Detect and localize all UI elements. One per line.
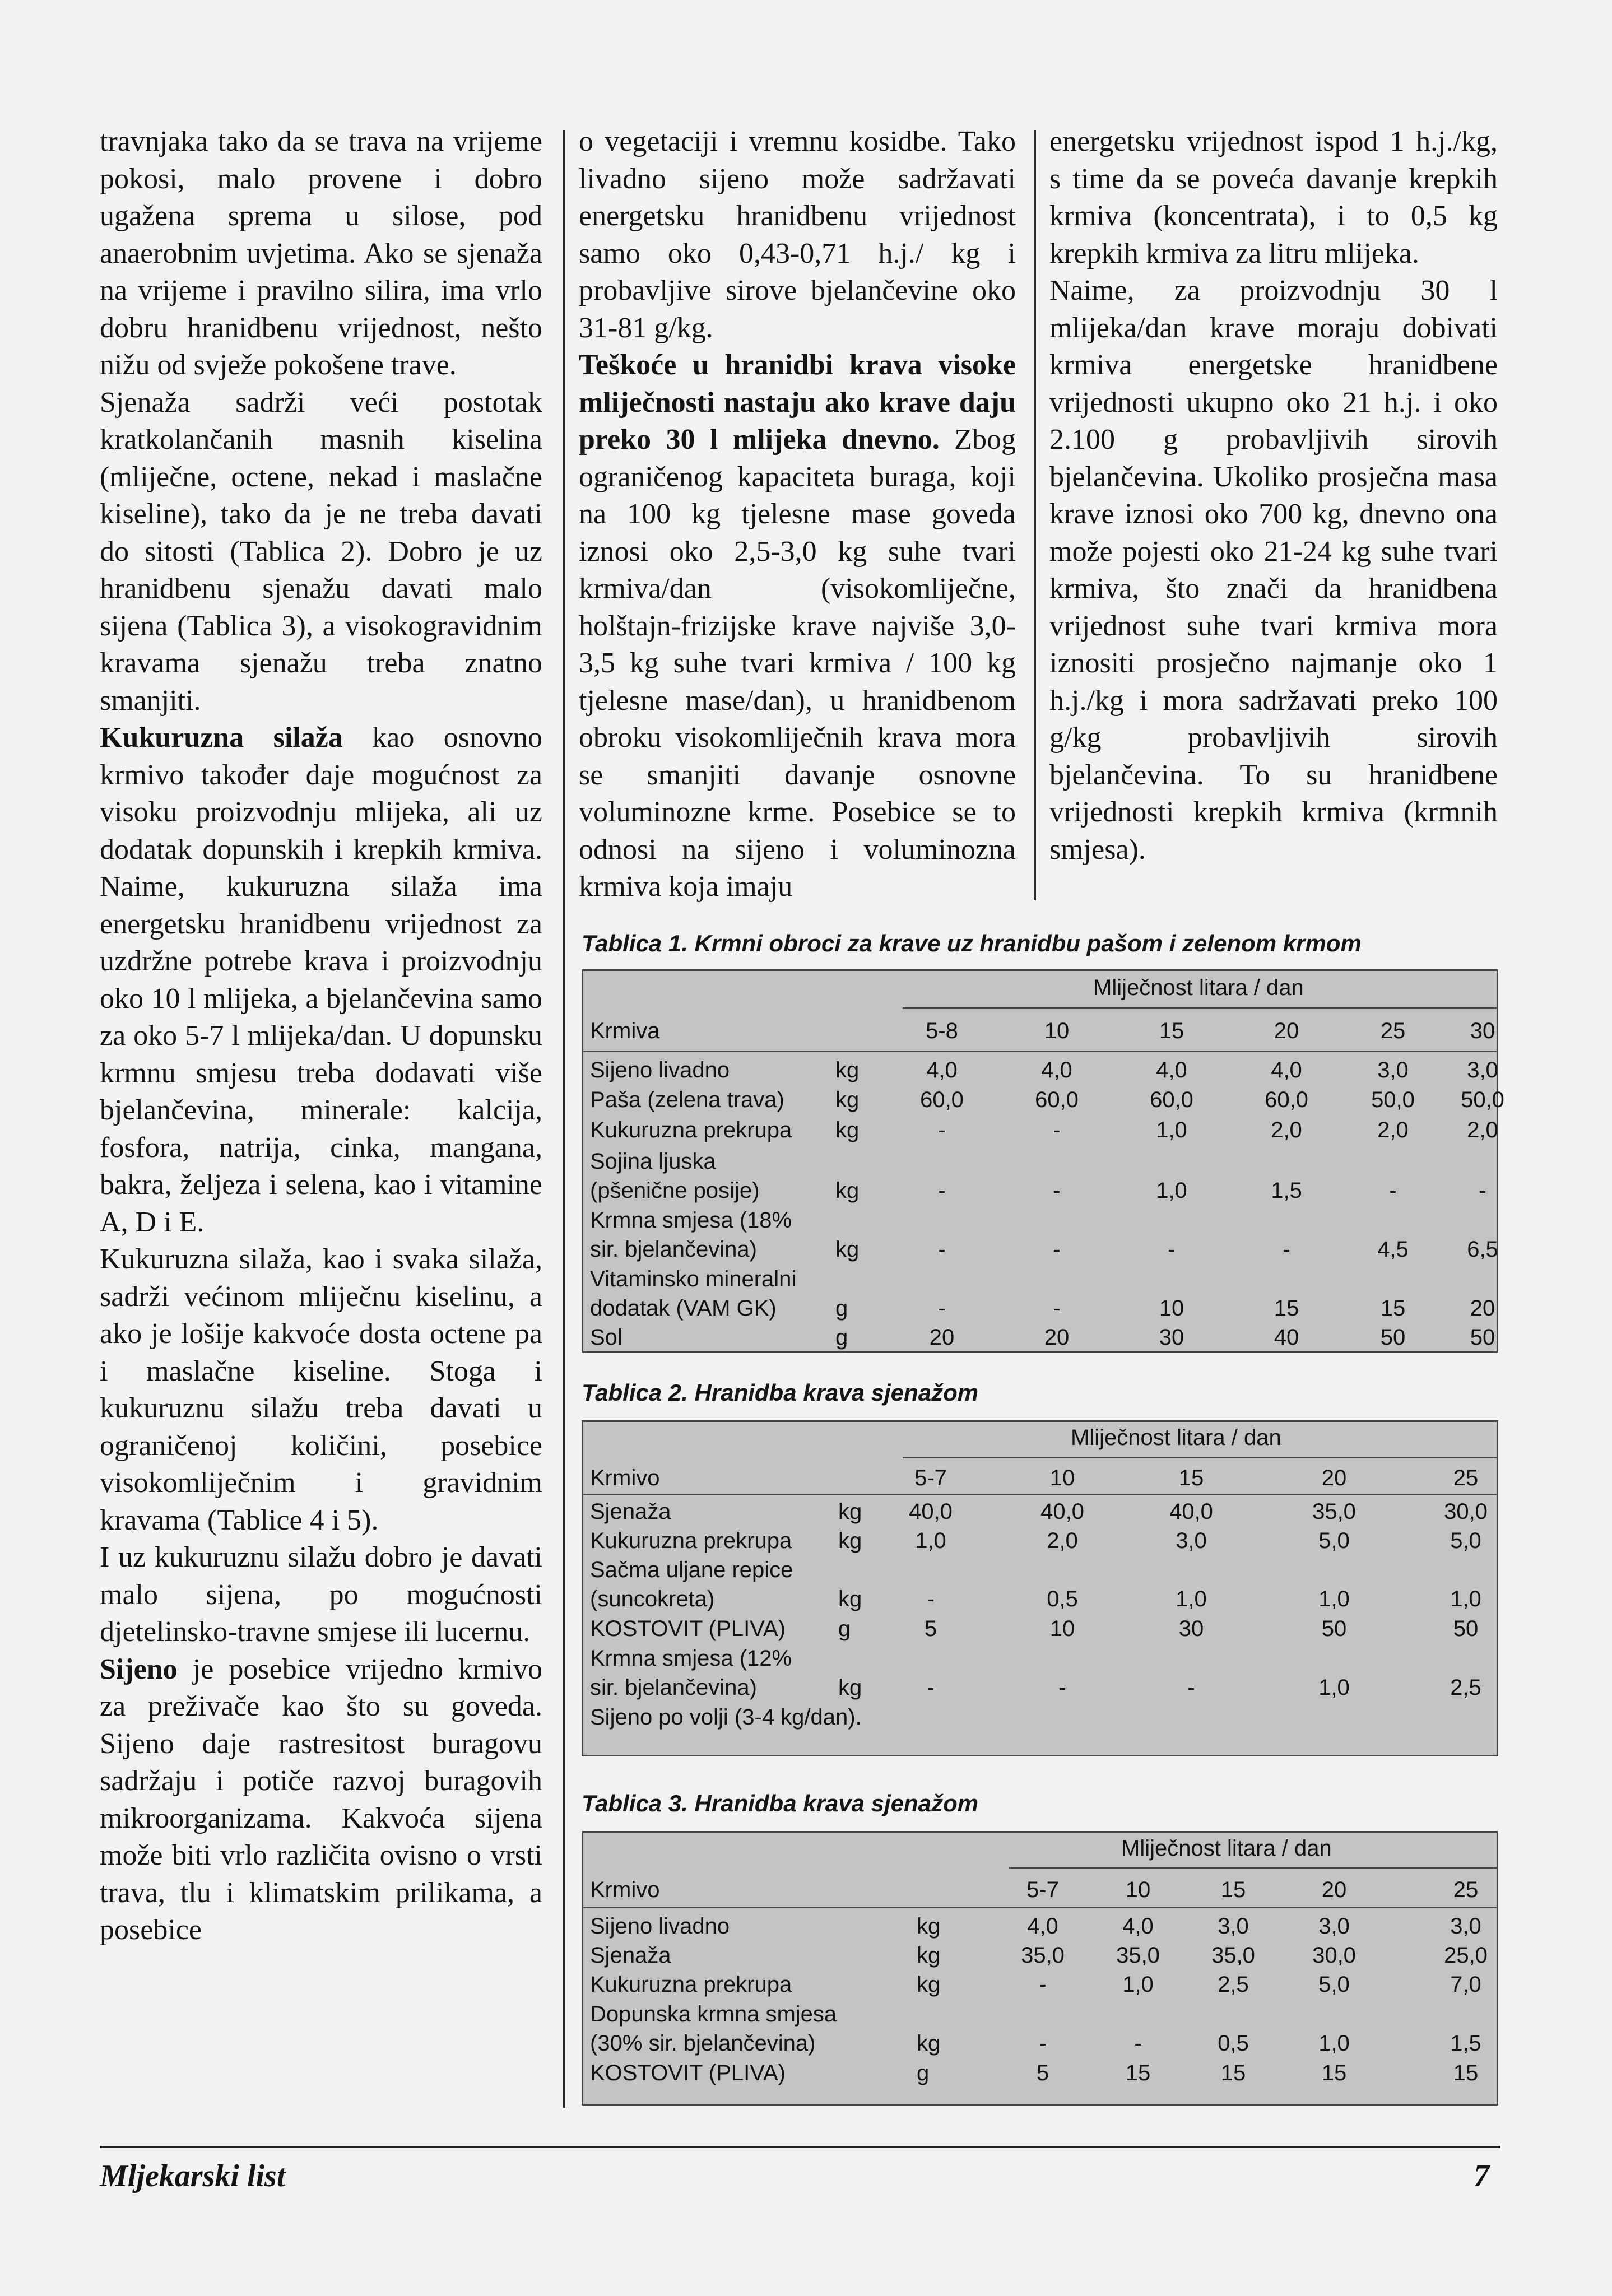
- paragraph-text: kao osnovno krmivo također daje mogućnost za visoku proizvodnju mlijeka, ali uz dodatak dopunskih i krepkih krmiva. Naime, kukuruzna silaža ima energetsku hranidbenu vrijednost za uzdržne potrebe krava i proizvodnju oko 10 l mlijeka, a bjelančevina samo za oko 5-7 l mlijeka/dan. U dopunsku krmnu smjesu treba dodavati više bjelančevina, minerale: kalcija, fosfora, natrija, cinka, mangana, bakra, željeza i selena, kao i vitamine A, D i E.: [100, 722, 542, 1238]
- table-row-label: Krmna smjesa (18%: [590, 1208, 792, 1233]
- paragraph: [579, 123, 1016, 347]
- table-row-label: Sijeno po volji (3-4 kg/dan).: [590, 1705, 862, 1730]
- table-cell: 40,0: [1040, 1499, 1084, 1524]
- body-rule: [583, 1907, 1497, 1908]
- table-cell: 60,0: [920, 1087, 964, 1112]
- table-cell: 5: [924, 1616, 937, 1641]
- data-table: [582, 969, 1504, 1353]
- table-cell: -: [1053, 1118, 1061, 1142]
- table-header-cell: 30: [1470, 1019, 1495, 1043]
- table-cell: 4,0: [1156, 1058, 1187, 1082]
- table-cell: 50: [1470, 1325, 1495, 1350]
- table-cell: -: [938, 1296, 946, 1321]
- table-cell: 4,0: [926, 1058, 958, 1082]
- table-cell: 2,0: [1271, 1118, 1302, 1142]
- table-cell: 15: [1321, 2061, 1347, 2085]
- paragraph: [100, 384, 542, 720]
- table-header-cell: 15: [1178, 1466, 1204, 1490]
- table-header-cell: 15: [1220, 1877, 1246, 1902]
- data-table: [582, 1831, 1498, 2106]
- table-cell: 1,5: [1450, 2031, 1481, 2056]
- table-cell: 35,0: [1021, 1943, 1065, 1968]
- table-unit: kg: [838, 1499, 862, 1524]
- table-cell: 60,0: [1150, 1087, 1193, 1112]
- paragraph: [100, 719, 542, 1241]
- table-cell: -: [1389, 1178, 1397, 1203]
- table-unit: kg: [835, 1178, 860, 1203]
- table-cell: 5,0: [1450, 1528, 1481, 1553]
- table-cell: -: [927, 1587, 935, 1611]
- table-row-label: Paša (zelena trava): [590, 1087, 784, 1112]
- table-unit: kg: [917, 2031, 941, 2056]
- table-cell: 30: [1178, 1616, 1204, 1641]
- table-cell: 1,0: [1156, 1118, 1187, 1142]
- table-row-label: Kukuruzna prekrupa: [590, 1528, 792, 1553]
- page-number: 7: [1474, 2159, 1489, 2193]
- table-cell: 50,0: [1461, 1087, 1504, 1112]
- data-table: [582, 1420, 1498, 1756]
- paragraph-text: I uz kukuruznu silažu dobro je davati malo sijena, po mogućnosti djetelinsko-travne smjese ili lucernu.: [100, 1541, 542, 1648]
- table-cell: 3,0: [1450, 1914, 1481, 1939]
- table-header-cell: 5-7: [1026, 1877, 1059, 1902]
- table-unit: kg: [917, 1972, 941, 1997]
- table-cell: -: [1053, 1178, 1061, 1203]
- table-cell: 2,0: [1467, 1118, 1498, 1142]
- table-header-cell: Krmiva: [590, 1019, 660, 1043]
- table-row-label: Sačma uljane repice: [590, 1558, 793, 1582]
- table-cell: 0,5: [1047, 1587, 1078, 1611]
- table-cell: 10: [1049, 1616, 1075, 1641]
- table-cell: 7,0: [1450, 1972, 1481, 1997]
- table-cell: 2,0: [1047, 1528, 1078, 1553]
- table-unit: kg: [917, 1943, 941, 1968]
- table-caption: Tablica 2. Hranidba krava sjenažom: [582, 1379, 979, 1406]
- table-cell: 4,0: [1122, 1914, 1154, 1939]
- table-row-label: sir. bjelančevina): [590, 1675, 757, 1700]
- table-cell: 4,0: [1041, 1058, 1072, 1082]
- table-row-label: Sijeno livadno: [590, 1914, 730, 1939]
- table-row-label: Sjenaža: [590, 1499, 671, 1524]
- table-caption: Tablica 3. Hranidba krava sjenažom: [582, 1790, 979, 1816]
- table-cell: -: [1039, 2031, 1047, 2056]
- table-cell: 35,0: [1312, 1499, 1356, 1524]
- table-group-header: Mliječnost litara / dan: [1121, 1836, 1332, 1861]
- bold-term: Teškoće u hranidbi krava visoke mliječnosti nastaju ako krave daju preko 30 l mlijeka dnevno.: [579, 349, 1016, 456]
- table-cell: 1,0: [1318, 1675, 1350, 1700]
- table-unit: g: [835, 1296, 848, 1321]
- table-header-cell: 10: [1044, 1019, 1070, 1043]
- table-cell: 6,5: [1467, 1237, 1498, 1262]
- paragraph-text: travnjaka tako da se trava na vrijeme pokosi, malo provene i dobro ugažena sprema u silose, pod anaerobnim uvjetima. Ako se sjenaža na vrijeme i pravilno silira, ima vrlo dobru hranidbenu vrijednost, nešto nižu od svježe pokošene trave.: [100, 126, 542, 381]
- table-cell: 30,0: [1444, 1499, 1488, 1524]
- table-group-header: Mliječnost litara / dan: [1093, 975, 1304, 1000]
- table-row-label: Sol: [590, 1325, 622, 1350]
- table-unit: kg: [835, 1058, 860, 1082]
- table-row-label: Kukuruzna prekrupa: [590, 1118, 792, 1142]
- table-cell: 5: [1036, 2061, 1049, 2085]
- table-header-cell: 20: [1321, 1466, 1347, 1490]
- header-rule: [903, 1457, 1497, 1458]
- table-cell: 30,0: [1312, 1943, 1356, 1968]
- table-cell: 40: [1274, 1325, 1299, 1350]
- table-row-label: KOSTOVIT (PLIVA): [590, 1616, 786, 1641]
- table-cell: 2,5: [1218, 1972, 1249, 1997]
- table-cell: 2,5: [1450, 1675, 1481, 1700]
- footer-rule: [100, 2146, 1500, 2148]
- header-rule: [1009, 1867, 1497, 1869]
- table-cell: 1,0: [1450, 1587, 1481, 1611]
- table-unit: g: [835, 1325, 848, 1350]
- table-row-label: (suncokreta): [590, 1587, 715, 1611]
- text-column-3: [1049, 123, 1498, 868]
- table-cell: 25,0: [1444, 1943, 1488, 1968]
- journal-title: Mljekarski list: [100, 2159, 286, 2193]
- body-rule: [583, 1051, 1497, 1052]
- paragraph-text: je posebice vrijedno krmivo za preživače kao što su goveda. Sijeno daje rastresitost buragovu sadržaju i potiče razvoj buragovih mikroorganizama. Kakvoća sijena može biti vrlo različita ovisno o vrsti trava, tlu i klimatskim prilikama, a posebice: [100, 1653, 542, 1946]
- paragraph: [579, 347, 1016, 906]
- table-cell: 60,0: [1265, 1087, 1308, 1112]
- table-cell: 3,0: [1377, 1058, 1409, 1082]
- table-header-cell: 5-7: [914, 1466, 947, 1490]
- paragraph-text: Kukuruzna silaža, kao i svaka silaža, sadrži većinom mliječnu kiselinu, a ako je lošije kakvoće dosta octene pa i maslačne kiseline. Stoga i kukuruznu silažu treba davati u ograničenoj količini, posebice visokomliječnim i gravidnim kravama (Tablice 4 i 5).: [100, 1243, 542, 1536]
- table-cell: 15: [1125, 2061, 1151, 2085]
- table-header-cell: 20: [1274, 1019, 1299, 1043]
- table-cell: -: [1134, 2031, 1142, 2056]
- paragraph-text: Zbog ograničenog kapaciteta buraga, koji na 100 kg tjelesne mase goveda iznosi oko 2,5-3,0 kg suhe tvari krmiva/dan (visokomliječne, holštajn-frizijske krave najviše 3,0-3,5 kg suhe tvari krmiva / 100 kg tjelesne mase/dan), u hranidbenom obroku visokomliječnih krava mora se smanjiti davanje osnovne voluminozne krme. Posebice se to odnosi na sijeno i voluminozna krmiva koja imaju: [579, 424, 1016, 903]
- bold-term: Kukuruzna silaža: [100, 722, 343, 754]
- table-cell: 1,0: [1318, 1587, 1350, 1611]
- paragraph: [100, 1651, 542, 1949]
- header-rule: [903, 1007, 1497, 1009]
- table-cell: 3,0: [1218, 1914, 1249, 1939]
- table-row-label: Kukuruzna prekrupa: [590, 1972, 792, 1997]
- table-cell: -: [1283, 1237, 1290, 1262]
- table-cell: 50,0: [1371, 1087, 1415, 1112]
- table-cell: 15: [1453, 2061, 1479, 2085]
- table-cell: -: [1168, 1237, 1176, 1262]
- table-cell: 30: [1159, 1325, 1184, 1350]
- table-header-cell: 25: [1453, 1877, 1479, 1902]
- table-cell: 1,5: [1271, 1178, 1302, 1203]
- table-header-cell: 20: [1321, 1877, 1347, 1902]
- table-cell: 1,0: [1176, 1587, 1207, 1611]
- table-header-cell: 25: [1380, 1019, 1406, 1043]
- table-unit: g: [838, 1616, 851, 1641]
- table-cell: 4,5: [1377, 1237, 1409, 1262]
- table-row-label: Krmna smjesa (12%: [590, 1646, 792, 1671]
- table-row-label: Vitaminsko mineralni: [590, 1267, 797, 1291]
- table-cell: 1,0: [915, 1528, 946, 1553]
- table-row-label: Sojina ljuska: [590, 1149, 716, 1174]
- table-row-label: Sjenaža: [590, 1943, 671, 1968]
- table-row-label: (pšenične posije): [590, 1178, 760, 1203]
- table-cell: 4,0: [1027, 1914, 1058, 1939]
- table-cell: 50: [1453, 1616, 1479, 1641]
- table-cell: -: [1053, 1296, 1061, 1321]
- table-unit: kg: [835, 1237, 860, 1262]
- table-cell: 2,0: [1377, 1118, 1409, 1142]
- table-cell: 20: [929, 1325, 955, 1350]
- table-cell: 3,0: [1176, 1528, 1207, 1553]
- table-unit: g: [917, 2061, 930, 2085]
- table-cell: -: [1479, 1178, 1486, 1203]
- table-cell: -: [938, 1118, 946, 1142]
- table-cell: 4,0: [1271, 1058, 1302, 1082]
- table-unit: kg: [835, 1118, 860, 1142]
- table-unit: kg: [838, 1587, 862, 1611]
- table-cell: 3,0: [1467, 1058, 1498, 1082]
- table-cell: -: [927, 1675, 935, 1700]
- table-cell: 1,0: [1156, 1178, 1187, 1203]
- table-cell: 1,0: [1122, 1972, 1154, 1997]
- table-cell: 0,5: [1218, 2031, 1249, 2056]
- table-cell: 15: [1220, 2061, 1246, 2085]
- table-cell: 20: [1470, 1296, 1495, 1321]
- table-unit: kg: [838, 1675, 862, 1700]
- text-column-2: [579, 123, 1016, 906]
- table-header-cell: Krmivo: [590, 1466, 660, 1490]
- table-unit: kg: [838, 1528, 862, 1553]
- table-cell: -: [1039, 1972, 1047, 1997]
- paragraph: [1049, 272, 1498, 868]
- column-divider-2: [1034, 130, 1036, 900]
- table-row-label: KOSTOVIT (PLIVA): [590, 2061, 786, 2085]
- text-column-1: [100, 123, 542, 1949]
- paragraph: [1049, 123, 1498, 272]
- paragraph-text: o vegetaciji i vremnu kosidbe. Tako livadno sijeno može sadržavati energetsku hranidbenu vrijednost samo oko 0,43-0,71 h.j./ kg i probavljive sirove bjelančevine oko 31-81 g/kg.: [579, 126, 1016, 344]
- table-cell: -: [1053, 1237, 1061, 1262]
- paragraph-text: energetsku vrijednost ispod 1 h.j./kg, s time da se poveća davanje krepkih krmiva (koncentrata), i to 0,5 kg krepkih krmiva za litru mlijeka.: [1049, 126, 1498, 269]
- table-header-cell: 25: [1453, 1466, 1479, 1490]
- bold-term: Sijeno: [100, 1653, 178, 1685]
- table-unit: kg: [917, 1914, 941, 1939]
- table-cell: 10: [1159, 1296, 1184, 1321]
- table-row-label: (30% sir. bjelančevina): [590, 2031, 816, 2056]
- table-row-label: sir. bjelančevina): [590, 1237, 757, 1262]
- table-row-label: dodatak (VAM GK): [590, 1296, 777, 1321]
- table-cell: 15: [1380, 1296, 1406, 1321]
- table-cell: 1,0: [1318, 2031, 1350, 2056]
- table-cell: 50: [1380, 1325, 1406, 1350]
- table-cell: 3,0: [1318, 1914, 1350, 1939]
- table-cell: 5,0: [1318, 1528, 1350, 1553]
- paragraph-text: Sjenaža sadrži veći postotak kratkolančanih masnih kiselina (mliječne, octene, nekad i maslačne kiseline), tako da je ne treba davati do sitosti (Tablica 2). Dobro je uz hranidbenu sjenažu davati malo sijena (Tablica 3), a visokogravidnim kravama sjenažu treba znatno smanjiti.: [100, 386, 542, 717]
- table-cell: -: [1187, 1675, 1195, 1700]
- table-cell: 35,0: [1211, 1943, 1255, 1968]
- table-header-cell: 15: [1159, 1019, 1184, 1043]
- table-caption: Tablica 1. Krmni obroci za krave uz hranidbu pašom i zelenom krmom: [582, 930, 1362, 956]
- table-cell: 40,0: [1169, 1499, 1213, 1524]
- table-header-cell: Krmivo: [590, 1877, 660, 1902]
- table-cell: 40,0: [909, 1499, 953, 1524]
- paragraph: [100, 1539, 542, 1651]
- table-header-cell: 10: [1125, 1877, 1151, 1902]
- paragraph-text: Naime, za proizvodnju 30 l mlijeka/dan krave moraju dobivati krmiva energetske hranidbene vrijednosti ukupno oko 21 h.j. i oko 2.100 g probavljivih sirovih bjelančevina. Ukoliko prosječna masa krave iznosi oko 700 kg, dnevno ona može pojesti oko 21-24 kg suhe tvari krmiva, što znači da hranidbena vrijednost suhe tvari krmiva mora iznositi prosječno najmanje oko 1 h.j./kg i mora sadržavati preko 100 g/kg probavljivih sirovih bjelančevina. To su hranidbene vrijednosti krepkih krmiva (krmnih smjesa).: [1049, 275, 1498, 866]
- table-header-cell: 10: [1049, 1466, 1075, 1490]
- column-divider-1: [563, 130, 565, 2108]
- table-header-cell: 5-8: [926, 1019, 958, 1043]
- table-unit: kg: [835, 1087, 860, 1112]
- table-cell: 50: [1321, 1616, 1347, 1641]
- table-cell: 5,0: [1318, 1972, 1350, 1997]
- body-rule: [583, 1494, 1497, 1495]
- table-cell: -: [938, 1178, 946, 1203]
- table-cell: 60,0: [1035, 1087, 1079, 1112]
- table-row-label: Sijeno livadno: [590, 1058, 730, 1082]
- table-row-label: Dopunska krmna smjesa: [590, 2002, 837, 2027]
- table-cell: 20: [1044, 1325, 1070, 1350]
- paragraph: [100, 123, 542, 384]
- paragraph: [100, 1241, 542, 1539]
- table-cell: 15: [1274, 1296, 1299, 1321]
- table-group-header: Mliječnost litara / dan: [1071, 1425, 1281, 1450]
- table-cell: -: [1058, 1675, 1066, 1700]
- table-cell: -: [938, 1237, 946, 1262]
- table-cell: 35,0: [1116, 1943, 1160, 1968]
